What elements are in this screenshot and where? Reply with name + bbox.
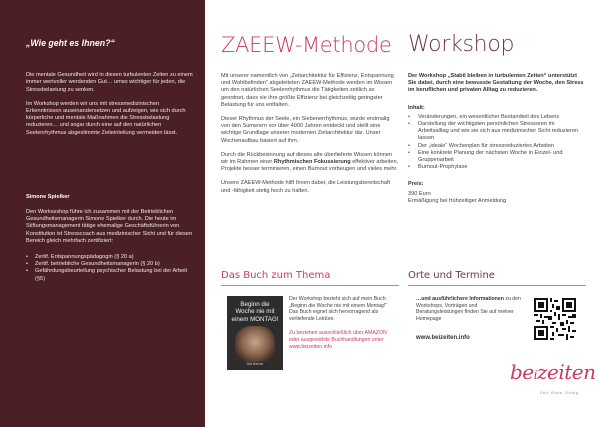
orte-description bbox=[416, 296, 524, 322]
qr-code-icon[interactable] bbox=[534, 298, 576, 340]
beizeiten-logo bbox=[510, 360, 596, 384]
content-list bbox=[408, 114, 586, 172]
method-paragraph-2: Dieser Rhythmus der Seele, ein Siebenerrhythmus, wurde erstmalig von den Sumerern vor über 4000 Jahren entdeckt und stellt eine wichtige Grundlage unserer modernen Zeitarchitektur dar. Unser Wochenaufbau basiert auf ihm. bbox=[221, 116, 390, 144]
author-portrait bbox=[235, 326, 275, 362]
content-item: • Der „ideale“ Wochenplan für stressreduziertes Arbeiten bbox=[408, 143, 586, 150]
content-item: • Veränderungen, ein wesentlicher Bestandteil des Lebens bbox=[408, 114, 586, 121]
book-text: Der Workshop bezieht sich auf mein Buch: „Beginn die Woche nie mit einem Montag!“ Das Buch eignet sich hervorragend als vertiefende Lektüre. bbox=[289, 296, 387, 322]
method-paragraph-4: Unsere ZAEEW-Methode hilft Ihnen dabei, die Leistungsbereitschaft und -fähigkeit stetig hoch zu halten. bbox=[221, 180, 391, 194]
content-heading: Inhalt: bbox=[408, 104, 425, 111]
logo-part-i: i bbox=[533, 368, 537, 382]
content-item: • Eine konkrete Planung der nächsten Woche in Einzel- und Gruppenarbeit bbox=[408, 150, 586, 164]
workshop-lead: Der Workshop „Stabil bleiben in turbulenten Zeiten“ unterstützt Sie dabei, durch eine bewusste Gestaltung der Woche, den Stress im beruflichen und privaten Alltag zu reduzieren. bbox=[408, 73, 584, 94]
book-description bbox=[289, 296, 397, 350]
person-title: Simone Spielker bbox=[26, 193, 70, 200]
orte-text: zu den Workshops, Vorträgen und Beratungsleistungen finden Sie auf meiner Homepage bbox=[416, 296, 521, 322]
workshop-title: Workshop bbox=[408, 32, 515, 57]
cert-item: • Zertif. betriebliche Gesundheitsmanagerin (§ 20 b) bbox=[26, 261, 193, 268]
book-order-info: Zu beziehen ausschließlich über AMAZON oder ausgewählte Buchhandlungen unter www.beizeiten.info bbox=[289, 330, 387, 350]
logo-tagline: Zeit. Ruhe. Erfolg. bbox=[540, 390, 580, 395]
logo-part-zeiten: zeiten bbox=[536, 360, 596, 384]
book-section-title: Das Buch zum Thema bbox=[221, 270, 399, 286]
book-cover-title: Beginn die Woche nie mit einem MONTAG! bbox=[231, 301, 279, 323]
method-p3-end: effektiver arbeiten, Projekte besser terminieren, einen Burnout vorbeugen und vieles mehr. bbox=[221, 159, 399, 173]
homepage-link[interactable]: www.beizeiten.info bbox=[416, 335, 470, 341]
book-cover bbox=[227, 296, 283, 370]
book-cover-author: Dirk Bahner bbox=[246, 361, 264, 366]
cert-item: • Gefährdungsbeurteilung psychischer Belastung bei der Arbeit (§5) bbox=[26, 268, 193, 282]
method-p3-bold: Rhythmischen Fokussierung bbox=[273, 159, 351, 166]
left-heading: „Wie geht es Ihnen?“ bbox=[26, 38, 115, 48]
price-heading: Preis: bbox=[408, 181, 424, 188]
price-value: 390 Euro bbox=[408, 190, 431, 197]
content-item: • Burnout-Prophylaxe bbox=[408, 164, 586, 171]
content-item: • Darstellung der wichtigsten persönlichen Stressoren im Arbeitsalltag und wie sie sich aus medizinischer Sicht reduzieren lassen bbox=[408, 121, 586, 143]
cert-list bbox=[26, 254, 193, 283]
orte-section-title: Orte und Termine bbox=[408, 270, 586, 286]
logo-part-be: be bbox=[510, 360, 534, 384]
method-title: ZAEEW-Methode bbox=[221, 33, 392, 57]
method-p3-start: Durch die Rückbesinnung auf dieses alte überlieferte Wissen können wir im Rahmen einer bbox=[221, 151, 393, 166]
person-bio: Den Workssshop führe ich zusammen mit der Betrieblichen Gesundheitsmanagerin Simone Spielker durch. Die heute im Stiftungsmanagement tätige ehemalige Geschäftsführerin von Konstitution ist Stresscoach aus medizinischer Sicht und für diesen Bereich gleich mehrfach zertifiziert: bbox=[26, 209, 193, 244]
method-paragraph-3 bbox=[221, 152, 399, 174]
cert-item: • Zertif. Entspannungspädagogin (§ 20 a) bbox=[26, 254, 193, 261]
discount-note: Ermäßigung bei frühzeitiger Anmeldung bbox=[408, 197, 507, 204]
left-paragraph-1: Die mentale Gesundheit wird in diesen turbulenten Zeiten zu einem immer wertvoller werdenden Gut… umso wichtiger für jeden, die Stressbelastung zu senken. bbox=[26, 72, 193, 93]
left-panel bbox=[0, 0, 205, 427]
left-paragraph-2: Im Workshop werden wir uns mit stressmedizinischen Erkenntnissen auseinandersetzen und aufzeigen, wie sich durch körperliche und mentale Maßnahmen die Stressbelastung reduzieren… und sogar durch eine auf den natürlichen Seelenrhythmus abgestimmte Zeiteinteilung vermeiden lässt. bbox=[26, 100, 186, 136]
orte-lead: …und ausführlichere Informationen bbox=[416, 296, 504, 302]
method-paragraph-1: Mit unserer namentlich von „Zeitarchitektur für Effizienz, Entspannung und Wohlbefinden“ abgeleiteten ZAEEW-Methode werden im Wissen um den natürlichen Seelenrhythmus die Tätigkeiten zeitlich so geordnet, dass sie ihre größte Effizienz bei gleichzeitig geringster Belastung für uns entfalten. bbox=[221, 73, 394, 108]
